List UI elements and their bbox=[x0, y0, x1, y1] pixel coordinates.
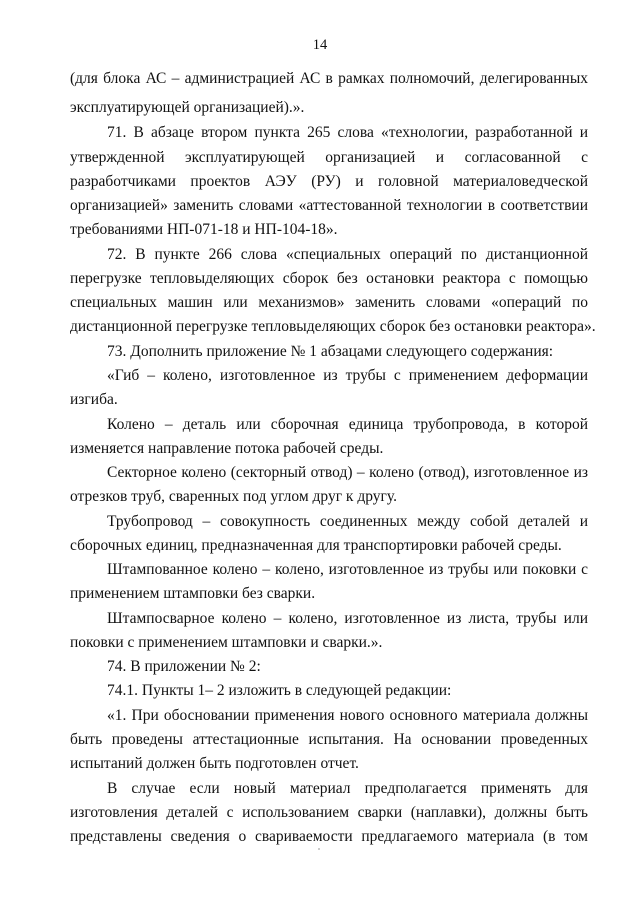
text-line: утвержденной эксплуатирующей организацией и согласованной с bbox=[70, 149, 588, 166]
text-line: изготовления деталей с использованием сварки (наплавки), должны быть bbox=[70, 804, 588, 821]
text-line: «Гиб – колено, изготовленное из трубы с применением деформации bbox=[107, 367, 588, 384]
text-line: быть проведены аттестационные испытания. На основании проведенных bbox=[70, 731, 588, 748]
text-line: организацией» заменить словами «аттестованной технологии в соответствии bbox=[70, 197, 588, 214]
text-line: 72. В пункте 266 слова «специальных операций по дистанционной bbox=[107, 246, 588, 263]
text-line: специальных машин или механизмов» заменить словами «операций по bbox=[70, 294, 588, 311]
text-line: 74. В приложении № 2: bbox=[107, 658, 261, 675]
text-line: (для блока АС – администрацией АС в рамках полномочий, делегированных bbox=[70, 70, 588, 87]
text-line: Колено – деталь или сборочная единица трубопровода, в которой bbox=[107, 416, 588, 433]
text-line: отрезков труб, сваренных под углом друг к другу. bbox=[70, 488, 397, 505]
text-line: представлены сведения о свариваемости предлагаемого материала (в том bbox=[70, 828, 588, 845]
text-line: Трубопровод – совокупность соединенных между собой деталей и bbox=[107, 513, 588, 530]
scan-speck bbox=[318, 848, 320, 850]
text-line: сборочных единиц, предназначенная для транспортировки рабочей среды. bbox=[70, 537, 562, 554]
text-line: «1. При обосновании применения нового основного материала должны bbox=[107, 707, 588, 724]
text-line: поковки с применением штамповки и сварки.». bbox=[70, 634, 383, 651]
text-line: требованиями НП-071-18 и НП-104-18». bbox=[70, 221, 338, 238]
text-line: 74.1. Пункты 1– 2 изложить в следующей редакции: bbox=[107, 682, 452, 699]
page-number: 14 bbox=[312, 37, 328, 53]
text-line: 71. В абзаце втором пункта 265 слова «технологии, разработанной и bbox=[107, 124, 588, 141]
text-line: Штампованное колено – колено, изготовленное из трубы или поковки с bbox=[107, 561, 588, 578]
text-line: 73. Дополнить приложение № 1 абзацами следующего содержания: bbox=[107, 343, 554, 360]
text-line: В случае если новый материал предполагается применять для bbox=[107, 780, 588, 797]
text-line: применением штамповки без сварки. bbox=[70, 585, 316, 602]
text-line: разработчиками проектов АЭУ (РУ) и головной материаловедческой bbox=[70, 173, 588, 190]
text-line: Штампосварное колено – колено, изготовленное из листа, трубы или bbox=[107, 610, 588, 627]
text-line: перегрузке тепловыделяющих сборок без остановки реактора с помощью bbox=[70, 270, 588, 287]
text-line: изгиба. bbox=[70, 391, 118, 408]
text-line: испытаний должен быть подготовлен отчет. bbox=[70, 755, 359, 772]
text-line: Секторное колено (секторный отвод) – колено (отвод), изготовленное из bbox=[107, 464, 588, 481]
text-line: дистанционной перегрузке тепловыделяющих сборок без остановки реактора». bbox=[70, 318, 596, 335]
text-line: изменяется направление потока рабочей среды. bbox=[70, 440, 384, 457]
text-line: эксплуатирующей организацией).». bbox=[70, 99, 305, 116]
